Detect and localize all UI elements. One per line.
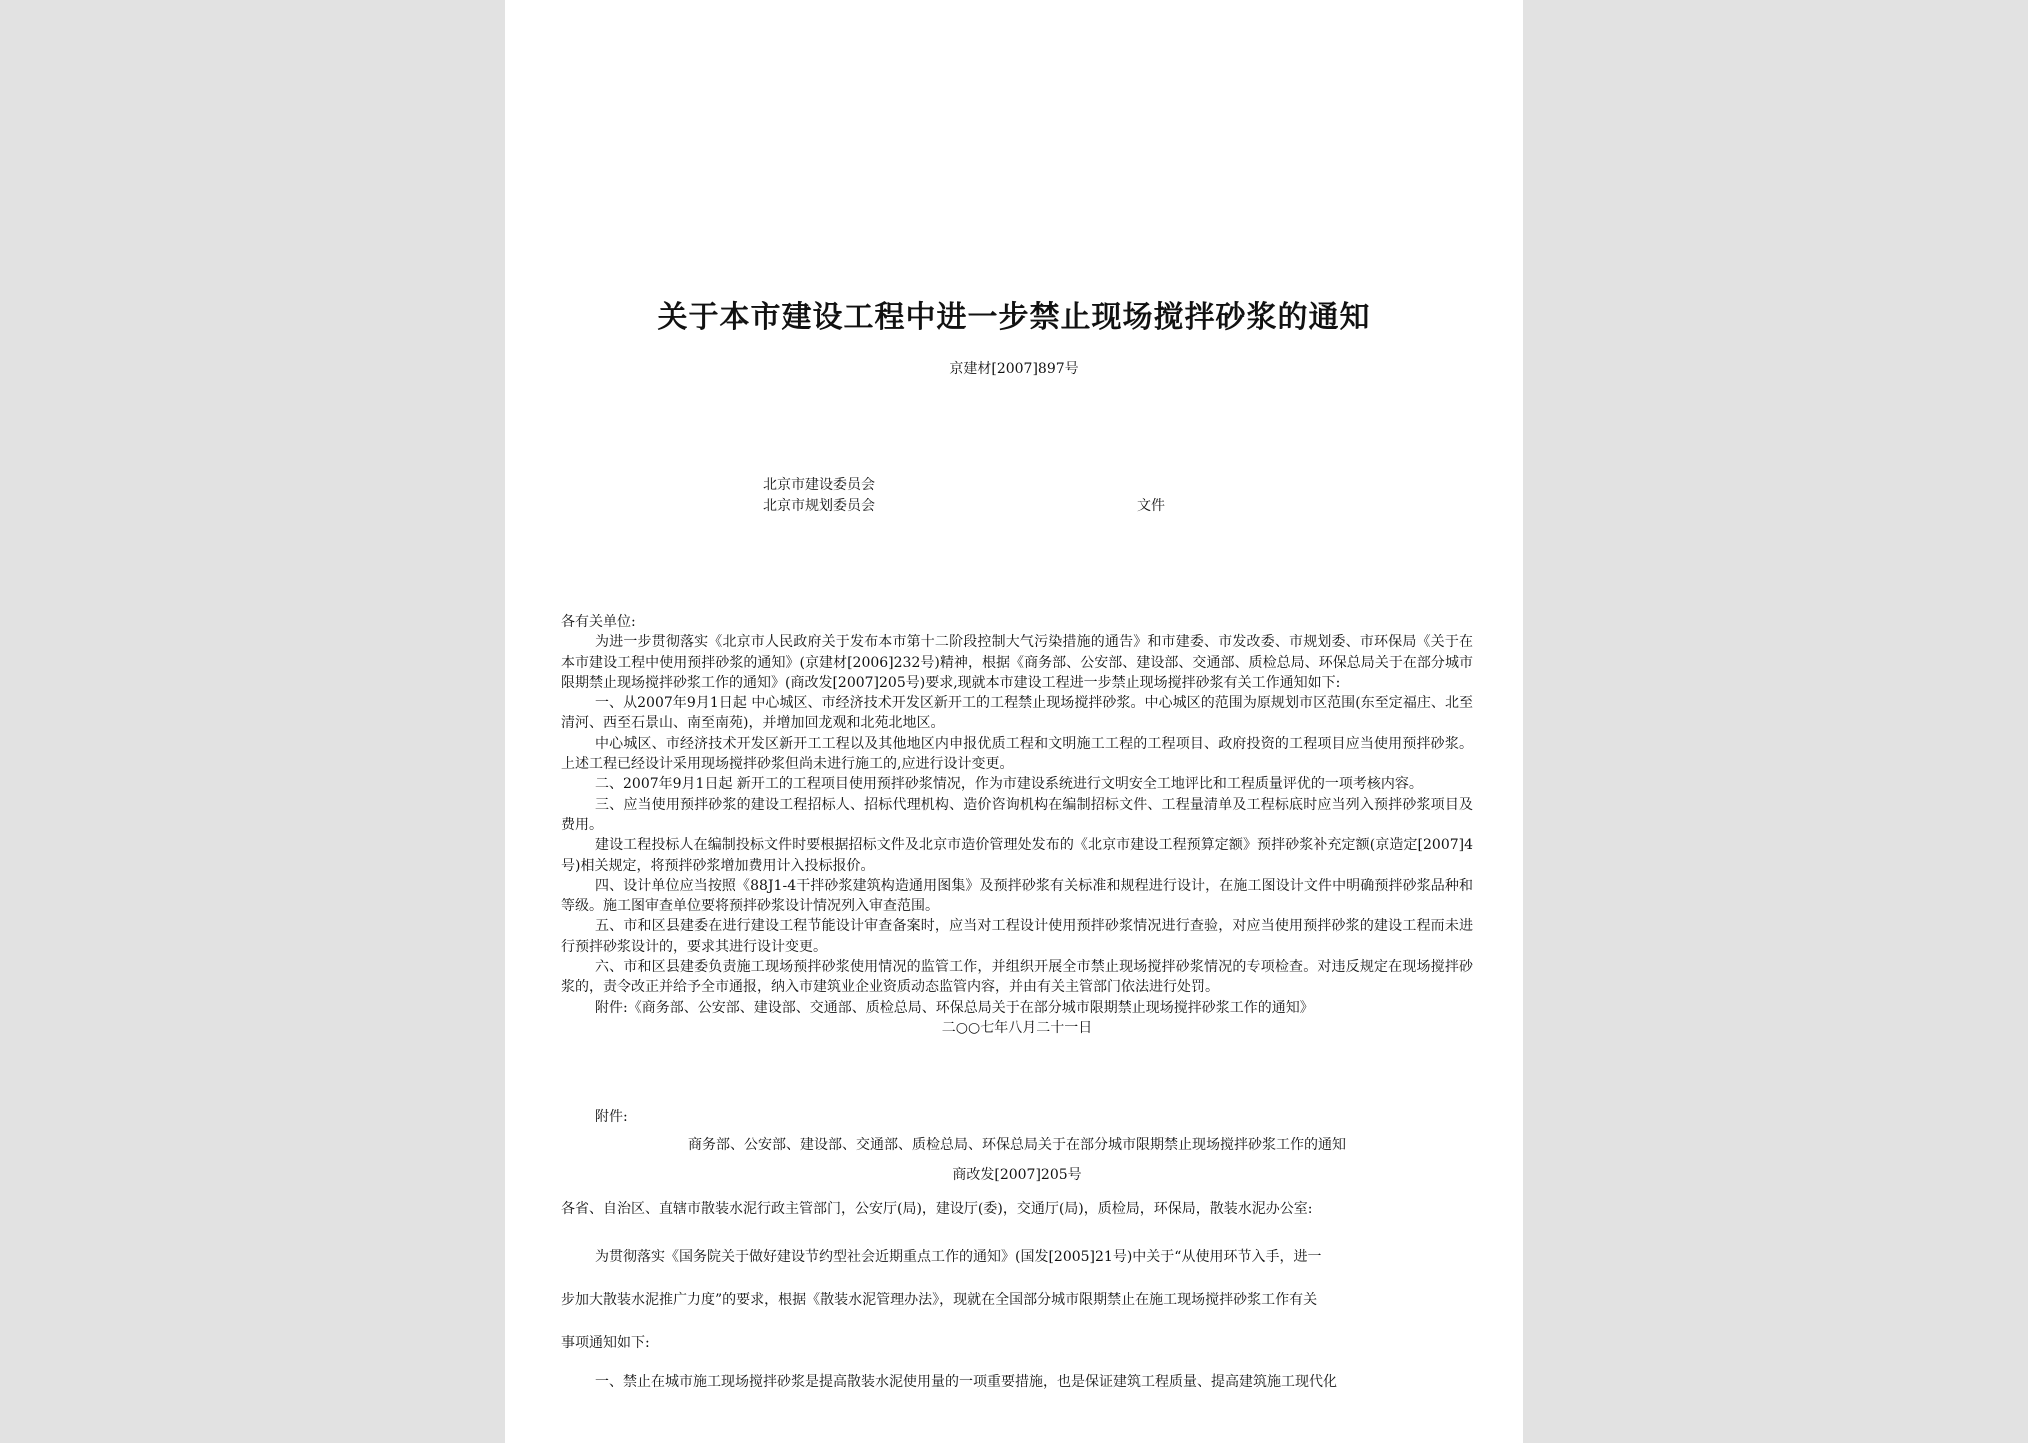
attachment-paragraph-line: 为贯彻落实《国务院关于做好建设节约型社会近期重点工作的通知》(国发[2005]21号)中关于“从使用环节入手，进一	[595, 1249, 1322, 1265]
attachment-label: 附件:	[595, 1109, 628, 1125]
paragraph: 为进一步贯彻落实《北京市人民政府关于发布本市第十二阶段控制大气污染措施的通告》和市建委、市发改委、市规划委、市环保局《关于在本市建设工程中使用预拌砂浆的通知》(京建材[2006]232号)精神，根据《商务部、公安部、建设部、交通部、质检总局、环保总局关于在部分城市限期禁止现场搅拌砂浆工作的通知》(商改发[2007]205号)要求,现就本市建设工程进一步禁止现场搅拌砂浆有关工作通知如下:	[561, 634, 1473, 691]
attachment-section	[561, 1104, 1473, 1391]
document-page	[505, 0, 1523, 1443]
paragraph: 四、设计单位应当按照《88J1-4干拌砂浆建筑构造通用图集》及预拌砂浆有关标准和规程进行设计，在施工图设计文件中明确预拌砂浆品种和等级。施工图审查单位要将预拌砂浆设计情况列入审查范围。	[561, 877, 1473, 915]
attachment-title: 商务部、公安部、建设部、交通部、质检总局、环保总局关于在部分城市限期禁止现场搅拌砂浆工作的通知	[688, 1137, 1346, 1153]
document-number: 京建材[2007]897号	[949, 361, 1079, 377]
paragraph: 三、应当使用预拌砂浆的建设工程招标人、招标代理机构、造价咨询机构在编制招标文件、工程量清单及工程标底时应当列入预拌砂浆项目及费用。	[561, 796, 1473, 833]
issuer-suffix: 文件	[1137, 498, 1165, 514]
attachment-recipients: 各省、自治区、直辖市散装水泥行政主管部门，公安厅(局)，建设厅(委)，交通厅(局)，质检局，环保局，散装水泥办公室:	[561, 1201, 1313, 1217]
attachment-number: 商改发[2007]205号	[952, 1167, 1082, 1183]
paragraph: 六、市和区县建委负责施工现场预拌砂浆使用情况的监管工作，并组织开展全市禁止现场搅拌砂浆情况的专项检查。对违反规定在现场搅拌砂浆的，责令改正并给予全市通报，纳入市建筑业企业资质动态监管内容，并由有关主管部门依法进行处罚。	[561, 959, 1473, 996]
issuer-construction-committee: 北京市建设委员会	[763, 477, 875, 493]
paragraph: 五、市和区县建委在进行建设工程节能设计审查备案时，应当对工程设计使用预拌砂浆情况进行查验，对应当使用预拌砂浆的建设工程而未进行预拌砂浆设计的，要求其进行设计变更。	[561, 918, 1473, 955]
paragraph: 建设工程投标人在编制投标文件时要根据招标文件及北京市造价管理处发布的《北京市建设工程预算定额》预拌砂浆补充定额(京造定[2007]4号)相关规定，将预拌砂浆增加费用计入投标报价。	[561, 837, 1473, 874]
document-title: 关于本市建设工程中进一步禁止现场搅拌砂浆的通知	[657, 300, 1371, 335]
paragraph: 二、2007年9月1日起 新开工的工程项目使用预拌砂浆情况，作为市建设系统进行文明安全工地评比和工程质量评优的一项考核内容。	[595, 776, 1423, 793]
issuer-planning-committee: 北京市规划委员会	[763, 498, 875, 514]
paragraph: 中心城区、市经济技术开发区新开工工程以及其他地区内申报优质工程和文明施工工程的工程项目、政府投资的工程项目应当使用预拌砂浆。上述工程已经设计采用现场搅拌砂浆但尚未进行施工的,应进行设计变更。	[561, 735, 1473, 773]
attachment-paragraph-line: 一、禁止在城市施工现场搅拌砂浆是提高散装水泥使用量的一项重要措施，也是保证建筑工程质量、提高建筑施工现代化	[595, 1374, 1337, 1390]
attachment-paragraph-line: 事项通知如下:	[561, 1335, 650, 1351]
document-date: 二○○七年八月二十一日	[941, 1019, 1093, 1036]
attachment-paragraph-line: 步加大散装水泥推广力度”的要求，根据《散装水泥管理办法》，现就在全国部分城市限期禁止在施工现场搅拌砂浆工作有关	[561, 1292, 1318, 1308]
paragraph: 一、从2007年9月1日起 中心城区、市经济技术开发区新开工的工程禁止现场搅拌砂浆。中心城区的范围为原规划市区范围(东至定福庄、北至清河、西至石景山、南至南苑)，并增加回龙观和北苑北地区。	[561, 695, 1473, 732]
attachment-reference: 附件:《商务部、公安部、建设部、交通部、质检总局、环保总局关于在部分城市限期禁止现场搅拌砂浆工作的通知》	[595, 999, 1314, 1016]
notice-body	[561, 612, 1473, 1038]
salutation: 各有关单位:	[561, 614, 636, 630]
